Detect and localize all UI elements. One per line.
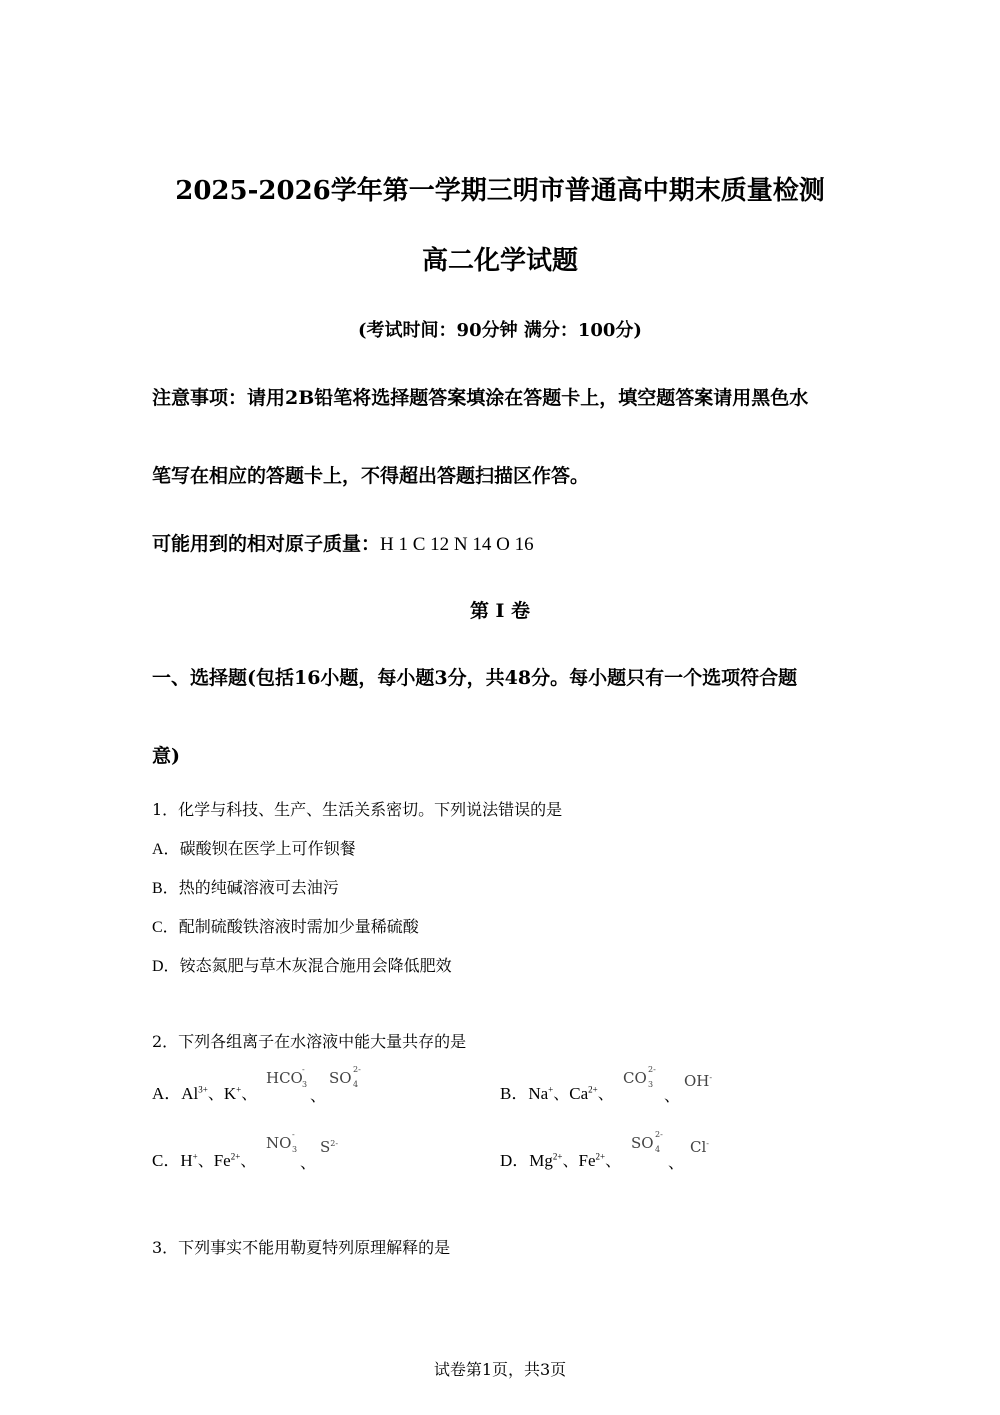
question-1-option-c bbox=[152, 914, 419, 937]
atomic-mass-label: 可能用到的相对原子质量： bbox=[152, 533, 381, 555]
question-3-stem: 3．下列事实不能用勒夏特列原理解释的是 bbox=[152, 1238, 451, 1257]
ion-al: $Al^{3+}$ bbox=[181, 1084, 208, 1103]
question-2-option-c: C．H+、$Fe^{2+}$、 bbox=[152, 1151, 257, 1170]
separator: 、 bbox=[310, 1086, 327, 1105]
ion-fe: $Fe^{2+}$ bbox=[578, 1151, 606, 1170]
ion-h: H+ bbox=[180, 1151, 198, 1170]
option-label: A． bbox=[152, 841, 180, 858]
option-label: D． bbox=[500, 1151, 530, 1170]
question-2-option-d: D．$Mg^{2+}$、$Fe^{2+}$、 bbox=[500, 1151, 622, 1170]
option-text: 碳酸钡在医学上可作钡餐 bbox=[179, 839, 356, 858]
option-label: A． bbox=[152, 1084, 182, 1103]
ion-ca: $Ca^{2+}$ bbox=[569, 1084, 598, 1103]
option-text: 配制硫酸铁溶液时需加少量稀硫酸 bbox=[178, 917, 419, 936]
ion-s: $S^{2-}$ bbox=[320, 1138, 339, 1156]
question-1-option-b bbox=[152, 875, 339, 898]
option-text: 铵态氮肥与草木灰混合施用会降低肥效 bbox=[179, 956, 452, 975]
separator: 、 bbox=[300, 1153, 317, 1172]
exam-info: (考试时间：90分钟 满分：100分) bbox=[358, 320, 642, 341]
page-footer: 试卷第1页，共3页 bbox=[433, 1360, 567, 1379]
question-2-stem: 2．下列各组离子在水溶液中能大量共存的是 bbox=[152, 1032, 467, 1051]
question-2-option-a: A．$Al^{3+}$、K+、 bbox=[152, 1084, 258, 1103]
separator: 、 bbox=[664, 1086, 681, 1105]
ion-hco3: HCO 3 - bbox=[266, 1065, 308, 1089]
subject-title: 高二化学试题 bbox=[421, 246, 578, 276]
ion-na: Na+ bbox=[528, 1084, 554, 1103]
atomic-mass-values: H 1 C 12 N 14 O 16 bbox=[380, 534, 534, 555]
ion-fe: $Fe^{2+}$ bbox=[213, 1151, 241, 1170]
notice-line-1: 注意事项：请用2B铅笔将选择题答案填涂在答题卡上，填空题答案请用黑色水 bbox=[152, 387, 809, 409]
question-1-option-a bbox=[152, 836, 356, 859]
volume-heading: 第 I 卷 bbox=[469, 600, 531, 622]
ion-cl: Cl- bbox=[690, 1138, 709, 1156]
section-heading-line-2: 意) bbox=[152, 745, 180, 767]
ion-so4: SO 4 2- bbox=[329, 1065, 361, 1089]
question-1-stem: 1．化学与科技、生产、生活关系密切。下列说法错误的是 bbox=[152, 800, 563, 819]
ion-so4: SO 4 2- bbox=[631, 1130, 663, 1154]
question-1-option-d bbox=[152, 953, 452, 976]
ion-co3: CO 3 2- bbox=[623, 1065, 656, 1089]
exam-title: 2025-2026学年第一学期三明市普通高中期末质量检测 bbox=[175, 176, 825, 206]
ion-no3: NO 3 - bbox=[266, 1130, 298, 1154]
option-label: D． bbox=[152, 958, 180, 975]
option-label: B． bbox=[500, 1084, 529, 1103]
ion-k: K+ bbox=[223, 1084, 242, 1103]
question-2-option-b: B．Na+、$Ca^{2+}$、 bbox=[500, 1084, 614, 1103]
atomic-mass bbox=[152, 529, 534, 556]
ion-oh: OH- bbox=[684, 1072, 713, 1090]
ion-mg: $Mg^{2+}$ bbox=[529, 1151, 563, 1170]
option-text: 热的纯碱溶液可去油污 bbox=[178, 878, 339, 897]
separator: 、 bbox=[668, 1153, 685, 1172]
option-label: C． bbox=[152, 919, 179, 936]
section-heading-line-1: 一、选择题(包括16小题，每小题3分，共48分。每小题只有一个选项符合题 bbox=[152, 667, 798, 689]
option-label: B． bbox=[152, 880, 179, 897]
notice-line-2: 笔写在相应的答题卡上，不得超出答题扫描区作答。 bbox=[152, 465, 590, 487]
option-label: C． bbox=[152, 1151, 181, 1170]
